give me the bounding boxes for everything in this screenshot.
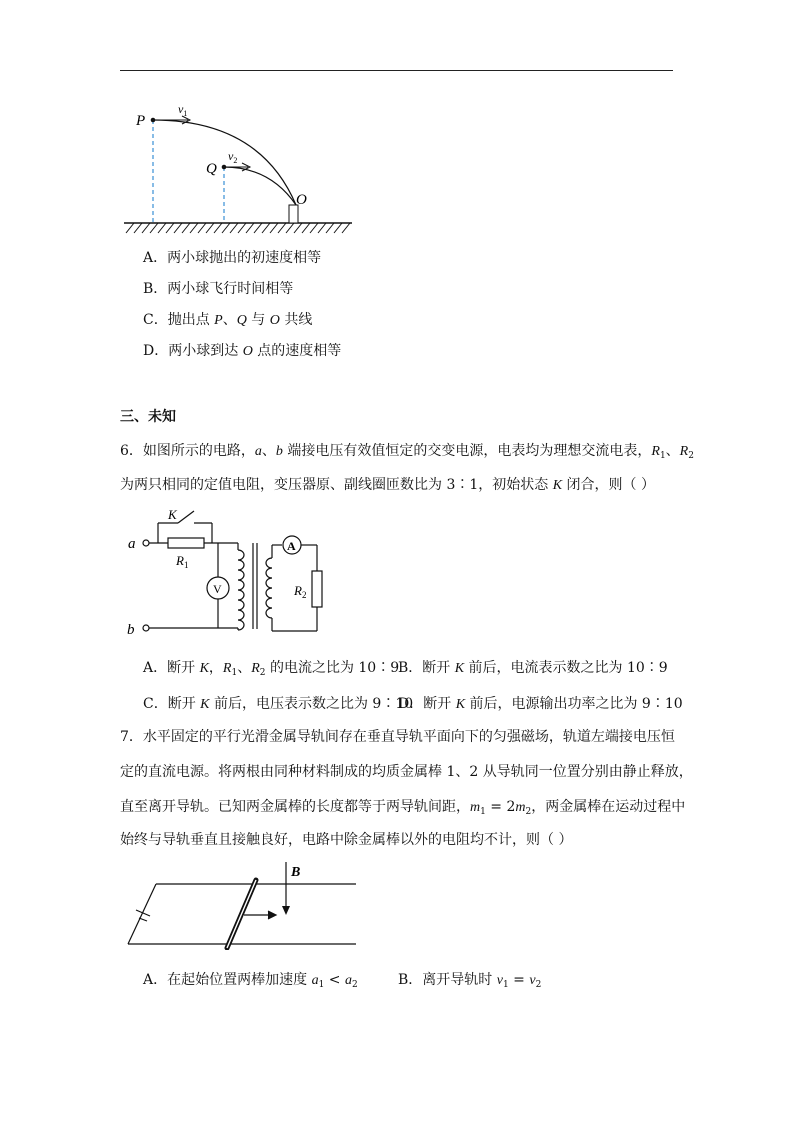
q5-option-b: B．两小球飞行时间相等 [143, 281, 294, 297]
label-Q: Q [206, 161, 217, 177]
q6-line-1: 6．如图所示的电路，a、b 端接电压有效值恒定的交变电源，电表均为理想交流电表，$R_1$、$R_2$ [120, 443, 694, 461]
q6-option-b: B．断开 K 前后，电流表示数之比为 10∶9 [398, 660, 668, 676]
q7-line-1: 7．水平固定的平行光滑金属导轨间存在垂直导轨平面向下的匀强磁场，轨道左端接电压恒 [120, 729, 675, 745]
label-v2: $v_2$ [228, 149, 238, 165]
q7-line-2: 定的直流电源。将两根由同种材料制成的均质金属棒 1、2 从导轨同一位置分别由静止释放， [120, 764, 693, 780]
label-O: O [296, 192, 307, 208]
rails-figure [122, 858, 362, 950]
q5-option-c: C．抛出点 P、Q 与 O 共线 [143, 312, 313, 328]
label-b: b [127, 622, 135, 638]
transformer-circuit-figure [122, 503, 332, 641]
q6-option-d: D．断开 K 前后，电源输出功率之比为 9∶10 [398, 696, 683, 712]
label-R2: $R_2$ [294, 583, 307, 600]
q5-option-d: D．两小球到达 O 点的速度相等 [143, 343, 342, 359]
voltmeter-label: V [213, 582, 222, 596]
label-a: a [128, 536, 136, 552]
section-heading: 三、未知 [120, 409, 176, 425]
label-v1: $v_1$ [178, 102, 188, 118]
q7-option-a: A．在起始位置两棒加速度 $a_1 < a_2$ [143, 972, 358, 990]
q6-option-a: A．断开 K，$R_1$、$R_2$ 的电流之比为 10∶9 [143, 660, 400, 678]
q6-line-2: 为两只相同的定值电阻，变压器原、副线圈匝数比为 3∶1，初始状态 K 闭合，则（ ） [120, 477, 655, 493]
q6-option-c: C．断开 K 前后，电压表示数之比为 9∶10 [143, 696, 414, 712]
q7-line-3: 直至离开导轨。已知两金属棒的长度都等于两导轨间距，$m_1 = 2m_2$，两金属棒在运动过程中 [120, 799, 686, 817]
q7-line-4: 始终与导轨垂直且接触良好，电路中除金属棒以外的电阻均不计，则（ ） [120, 832, 573, 848]
q7-option-b: B．离开导轨时 $v_1 = v_2$ [398, 972, 542, 990]
ammeter-label: A [287, 539, 296, 553]
q5-option-a: A．两小球抛出的初速度相等 [143, 250, 322, 266]
header-rule [120, 70, 673, 71]
projectile-figure [120, 95, 360, 240]
label-P: P [136, 113, 146, 129]
label-R1: $R_1$ [176, 553, 189, 570]
label-B: B [291, 865, 301, 880]
label-K: K [168, 507, 177, 522]
